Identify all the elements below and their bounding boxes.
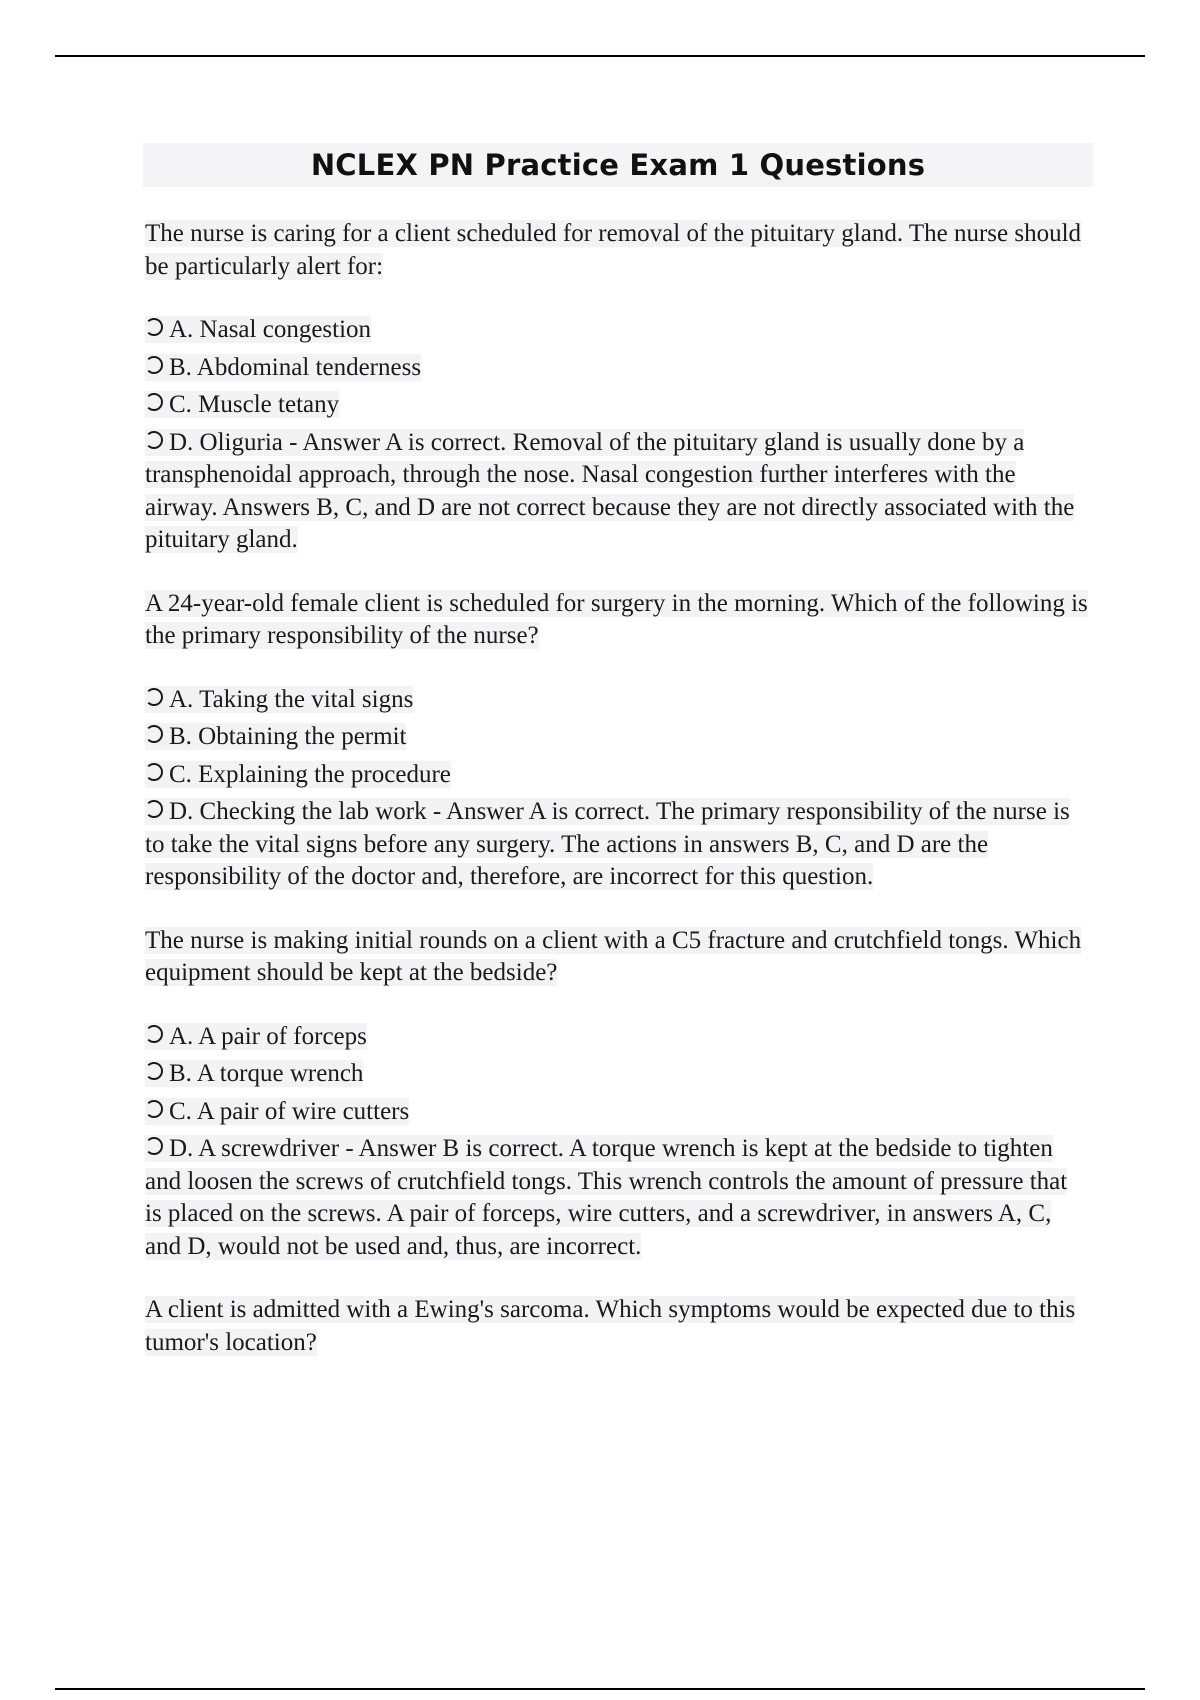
answer-option-c[interactable] bbox=[145, 389, 1090, 422]
title-band bbox=[143, 143, 1093, 187]
answer-option-b[interactable] bbox=[145, 1058, 1090, 1091]
question-stem-text: A 24-year-old female client is scheduled for surgery in the morning. Which of the following is the primary responsibility of the nurse? bbox=[145, 589, 1088, 649]
question-2 bbox=[145, 588, 1090, 894]
question-stem-text: The nurse is making initial rounds on a client with a C5 fracture and crutchfield tongs. Which equipment should be kept at the bedside? bbox=[145, 926, 1082, 986]
answer-option-b[interactable] bbox=[145, 721, 1090, 754]
question-stem bbox=[145, 588, 1090, 653]
radio-circle-icon bbox=[145, 352, 169, 385]
question-4 bbox=[145, 1294, 1090, 1359]
answer-option-c[interactable] bbox=[145, 759, 1090, 792]
option-text: C. Explaining the procedure bbox=[169, 760, 451, 788]
option-text: C. Muscle tetany bbox=[169, 391, 340, 418]
answer-option-d[interactable] bbox=[145, 1133, 1090, 1263]
option-text: A. A pair of forceps bbox=[169, 1022, 367, 1050]
option-text: C. A pair of wire cutters bbox=[169, 1097, 410, 1125]
option-text: B. A torque wrench bbox=[169, 1060, 364, 1087]
option-text: D. Checking the lab work - Answer A is correct. The primary responsibility of the nurse is to take the vital signs before any surgery. The actions in answers B, C, and D are the responsibility of the doctor and, therefore, are incorrect for this question. bbox=[145, 798, 1070, 890]
option-text: A. Taking the vital signs bbox=[169, 685, 414, 713]
radio-circle-icon bbox=[145, 721, 169, 754]
question-stem bbox=[145, 218, 1090, 283]
question-3 bbox=[145, 925, 1090, 1264]
option-text: A. Nasal congestion bbox=[169, 316, 372, 343]
question-stem bbox=[145, 1294, 1090, 1359]
radio-circle-icon bbox=[145, 314, 169, 347]
question-stem-text: A client is admitted with a Ewing's sarcoma. Which symptoms would be expected due to this tumor's location? bbox=[145, 1296, 1076, 1356]
question-list bbox=[145, 218, 1090, 1390]
answer-option-a[interactable] bbox=[145, 314, 1090, 347]
answer-option-a[interactable] bbox=[145, 1021, 1090, 1054]
radio-circle-icon bbox=[145, 389, 169, 422]
radio-circle-icon bbox=[145, 1058, 169, 1091]
top-rule bbox=[55, 55, 1145, 57]
radio-circle-icon bbox=[145, 1021, 169, 1054]
bottom-rule bbox=[55, 1688, 1145, 1690]
answer-option-a[interactable] bbox=[145, 684, 1090, 717]
question-stem-text: The nurse is caring for a client scheduled for removal of the pituitary gland. The nurse should be particularly alert for: bbox=[145, 220, 1082, 280]
radio-circle-icon bbox=[145, 427, 169, 460]
page-title: NCLEX PN Practice Exam 1 Questions bbox=[310, 148, 926, 182]
answer-option-d[interactable] bbox=[145, 796, 1090, 894]
question-stem bbox=[145, 925, 1090, 990]
answer-option-d[interactable] bbox=[145, 427, 1090, 557]
option-text: D. Oliguria - Answer A is correct. Removal of the pituitary gland is usually done by a transphenoidal approach, through the nose. Nasal congestion further interferes with the airway. Answers B, C, and D are not correct because they are not directly associated with the pituitary gland. bbox=[145, 428, 1075, 553]
radio-circle-icon bbox=[145, 684, 169, 717]
radio-circle-icon bbox=[145, 1096, 169, 1129]
option-text: B. Abdominal tenderness bbox=[169, 353, 422, 381]
answer-option-b[interactable] bbox=[145, 352, 1090, 385]
option-text: B. Obtaining the permit bbox=[169, 723, 407, 750]
radio-circle-icon bbox=[145, 796, 169, 829]
question-1 bbox=[145, 218, 1090, 557]
radio-circle-icon bbox=[145, 1133, 169, 1166]
answer-option-c[interactable] bbox=[145, 1096, 1090, 1129]
option-text: D. A screwdriver - Answer B is correct. A torque wrench is kept at the bedside to tighten and loosen the screws of crutchfield tongs. This wrench controls the amount of pressure that is placed on the screws. A pair of forceps, wire cutters, and a screwdriver, in answers A, C, and D, would not be used and, thus, are incorrect. bbox=[145, 1135, 1068, 1260]
radio-circle-icon bbox=[145, 759, 169, 792]
